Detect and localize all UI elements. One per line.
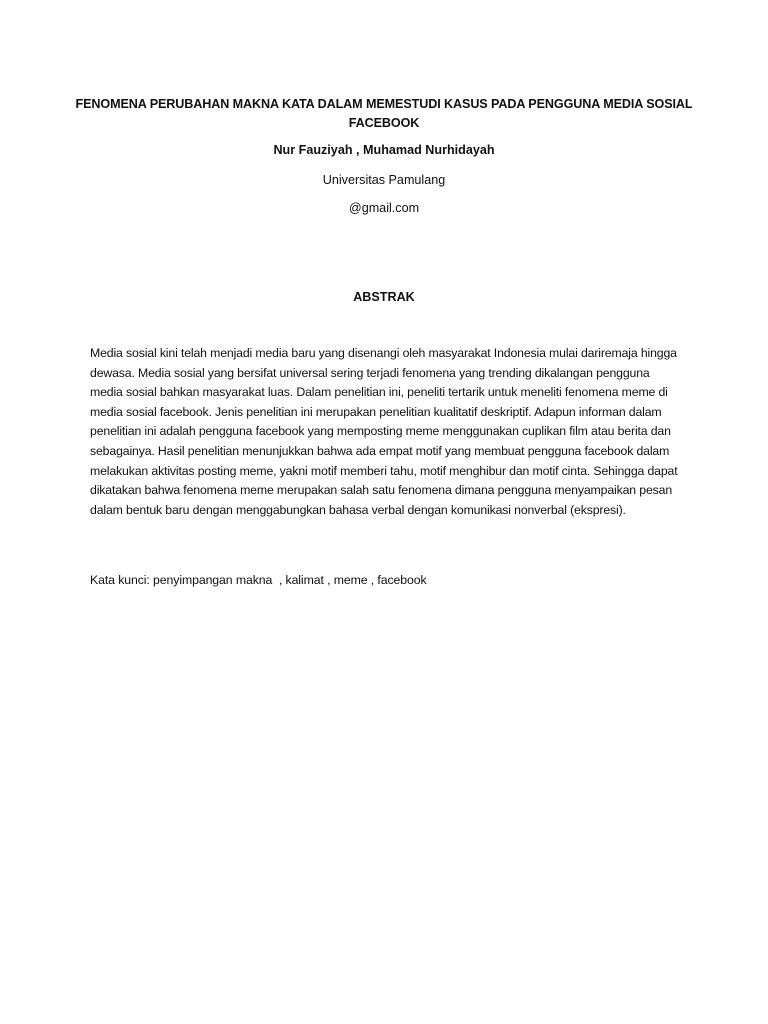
abstract-body: Media sosial kini telah menjadi media baru yang disenangi oleh masyarakat Indonesia mulai dariremaja hingga dewasa. Media sosial yang bersifat universal sering terjadi fenomena yang trending dikalangan pengguna media sosial bahkan masyarakat luas. Dalam penelitian ini, peneliti tertarik untuk meneliti fenomena meme di media sosial facebook. Jenis penelitian ini merupakan penelitian kualitatif deskriptif. Adapun informan dalam penelitian ini adalah pengguna facebook yang memposting meme menggunakan cuplikan film atau berita dan sebagainya. Hasil penelitian menunjukkan bahwa ada empat motif yang membuat pengguna facebook dalam melakukan aktivitas posting meme, yakni motif memberi tahu, motif menghibur dan motif cinta. Sehingga dapat dikatakan bahwa fenomena meme merupakan salah satu fenomena dimana pengguna menyampaikan pesan dalam bentuk baru dengan menggabungkan bahasa verbal dengan komunikasi nonverbal (ekspresi). [90,346,678,517]
author-email: @gmail.com [348,201,420,215]
paper-title: FENOMENA PERUBAHAN MAKNA KATA DALAM MEMESTUDI KASUS PADA PENGGUNA MEDIA SOSIAL FACEBOOK [75,97,693,130]
author-affiliation: Universitas Pamulang [322,173,446,187]
paper-authors: Nur Fauziyah , Muhamad Nurhidayah [273,143,495,157]
abstract-heading: ABSTRAK [353,290,415,304]
keywords-line: Kata kunci: penyimpangan makna , kalimat , meme , facebook [90,573,427,587]
